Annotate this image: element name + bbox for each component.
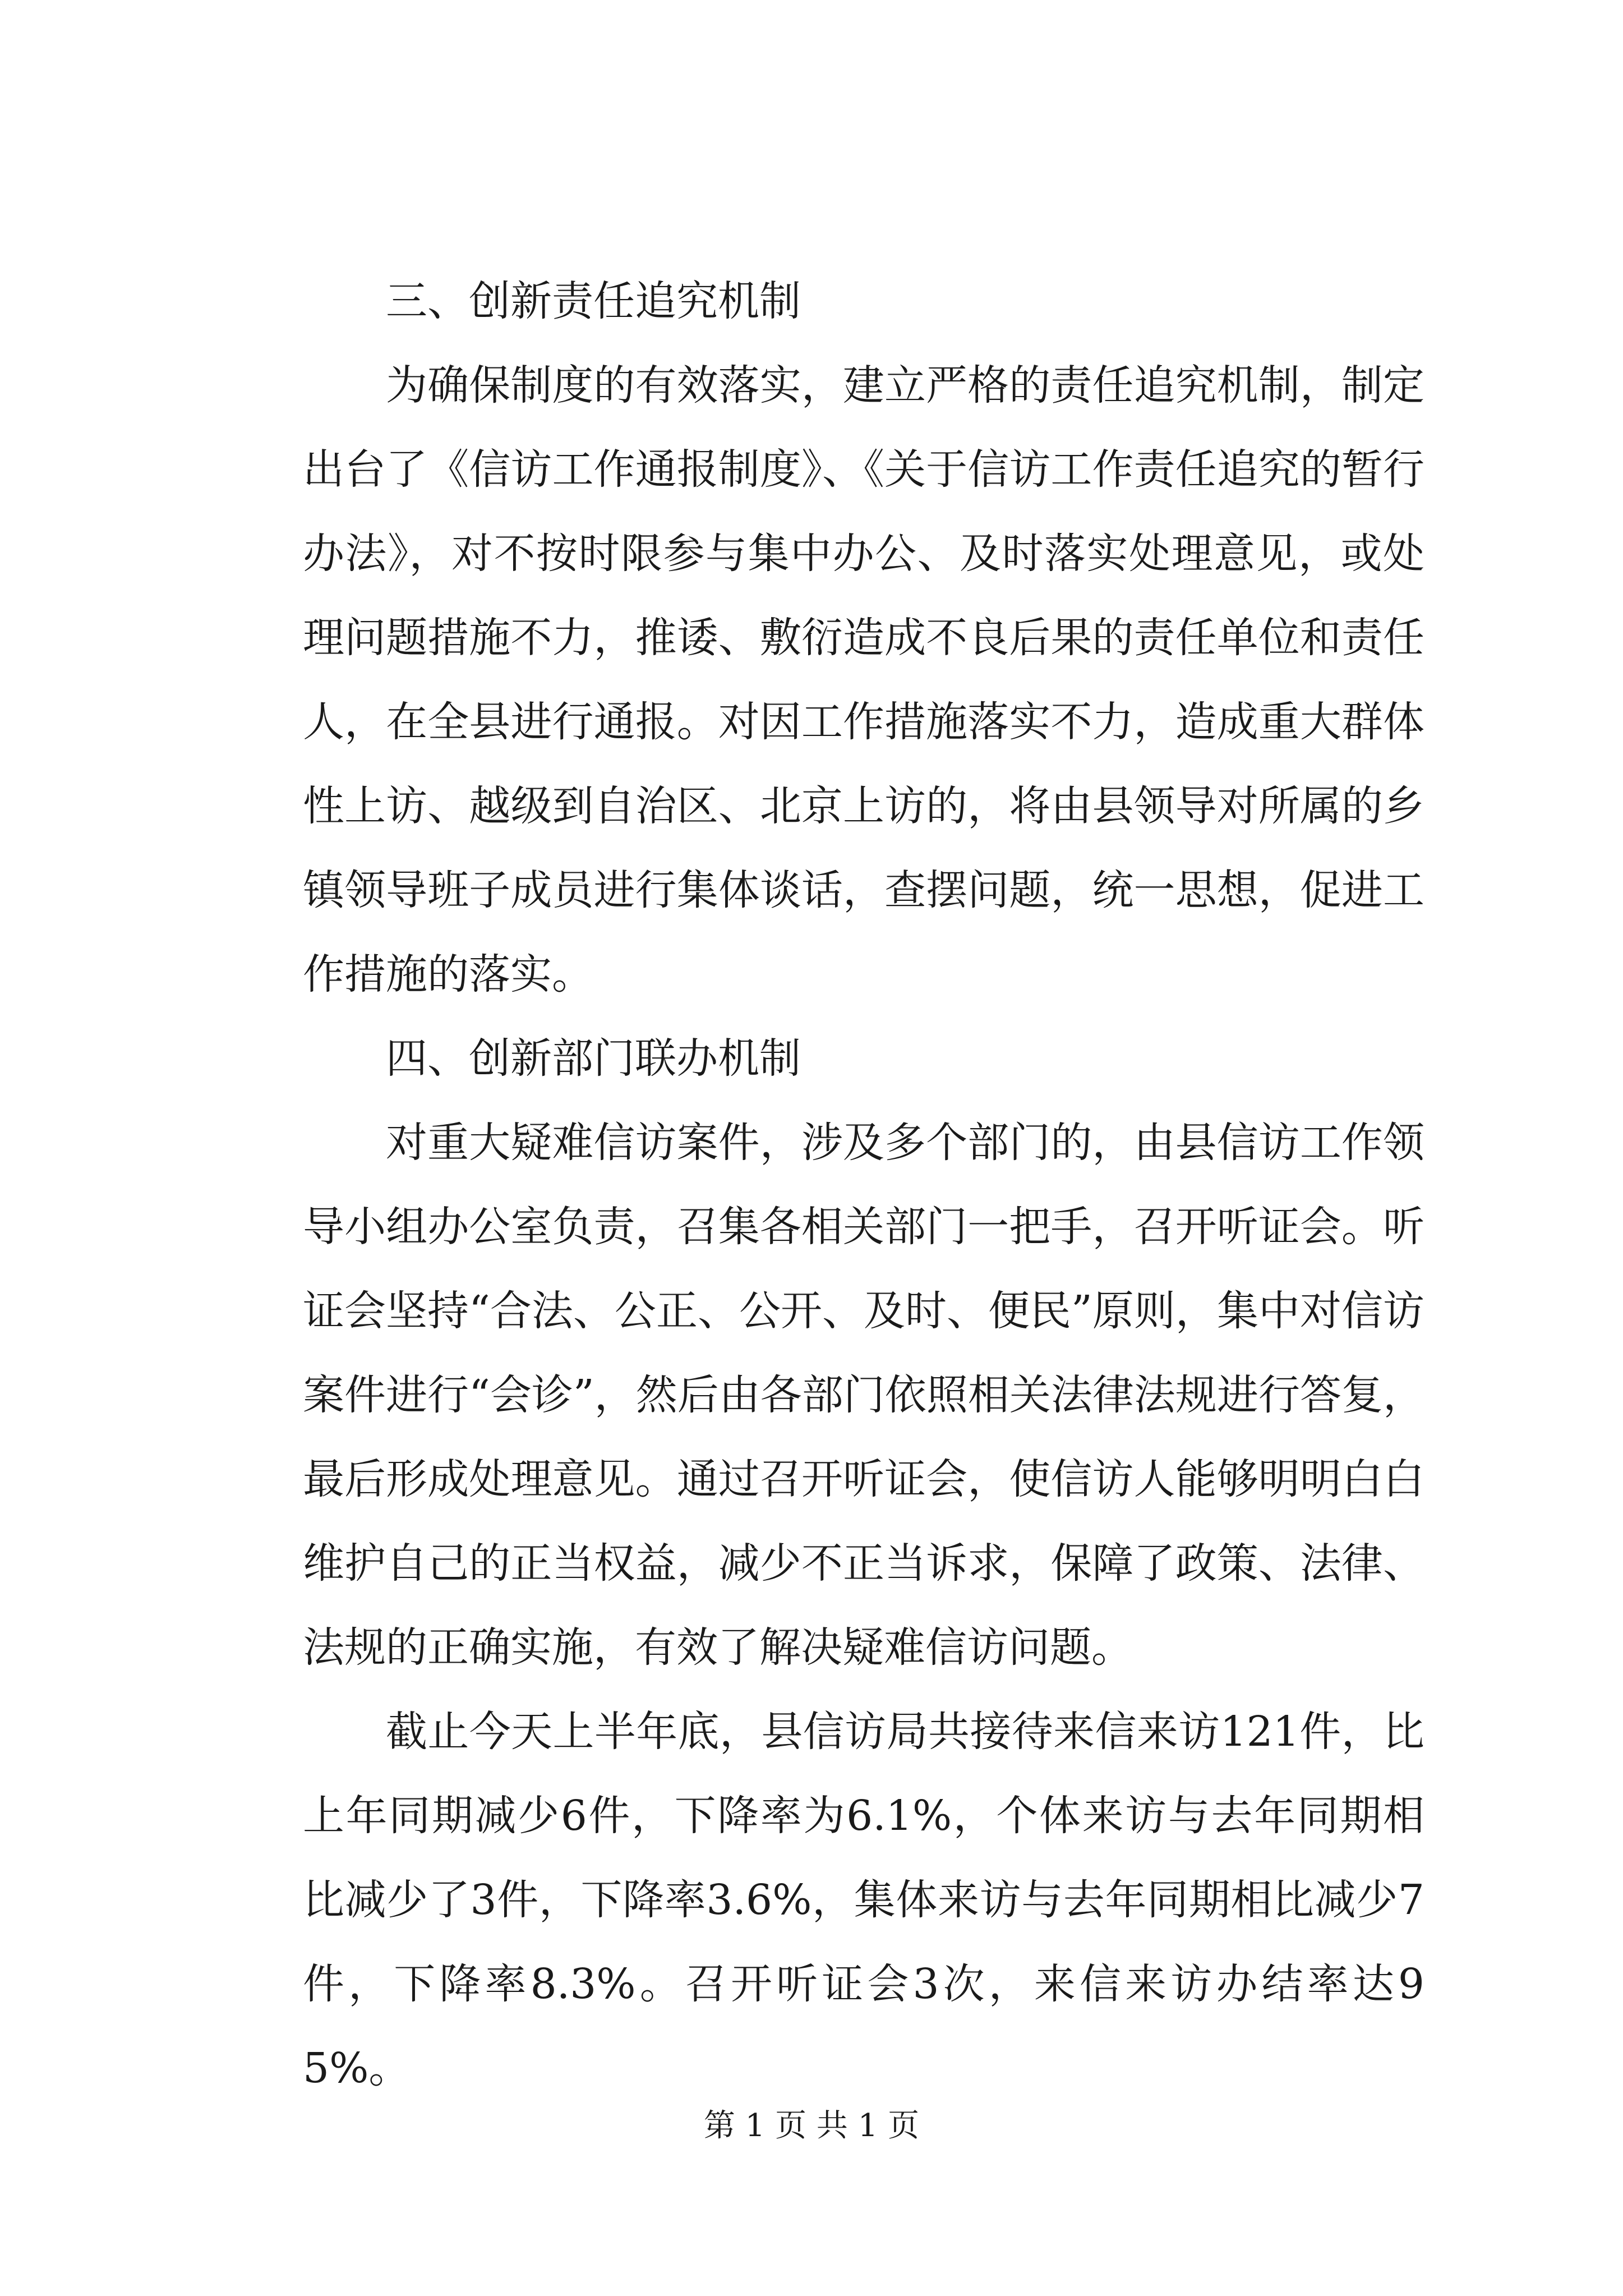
page-footer: 第 1 页 共 1 页: [703, 2108, 920, 2144]
paragraph-statistics: 截止今天上半年底，县信访局共接待来信来访121件，比上年同期减少6件，下降率为6.1%，个体来访与去年同期相比减少了3件，下降率3.6%，集体来访与去年同期相比减少7件，下降率8.3%。召开听证会3次，来信来访办结率达95%。: [303, 1708, 1424, 2092]
paragraph-joint-handling: 对重大疑难信访案件，涉及多个部门的，由县信访工作领导小组办公室负责，召集各相关部门一把手，召开听证会。听证会坚持“合法、公正、公开、及时、便民”原则，集中对信访案件进行“会诊”，然后由各部门依照相关法律法规进行答复，最后形成处理意见。通过召开听证会，使信访人能够明明白白维护自己的正当权益，减少不正当诉求，保障了政策、法律、法规的正确实施，有效了解决疑难信访问题。: [303, 1119, 1424, 1672]
section-heading-3: 三、创新责任追究机制: [386, 277, 801, 325]
section-heading-4: 四、创新部门联办机制: [386, 1034, 801, 1083]
document-body: [303, 259, 1424, 2110]
paragraph-accountability: 为确保制度的有效落实，建立严格的责任追究机制，制定出台了《信访工作通报制度》、《关于信访工作责任追究的暂行办法》，对不按时限参与集中办公、及时落实处理意见，或处理问题措施不力，推诿、敷衍造成不良后果的责任单位和责任人，在全县进行通报。对因工作措施落实不力，造成重大群体性上访、越级到自治区、北京上访的，将由县领导对所属的乡镇领导班子成员进行集体谈话，查摆问题，统一思想，促进工作措施的落实。: [303, 361, 1424, 999]
